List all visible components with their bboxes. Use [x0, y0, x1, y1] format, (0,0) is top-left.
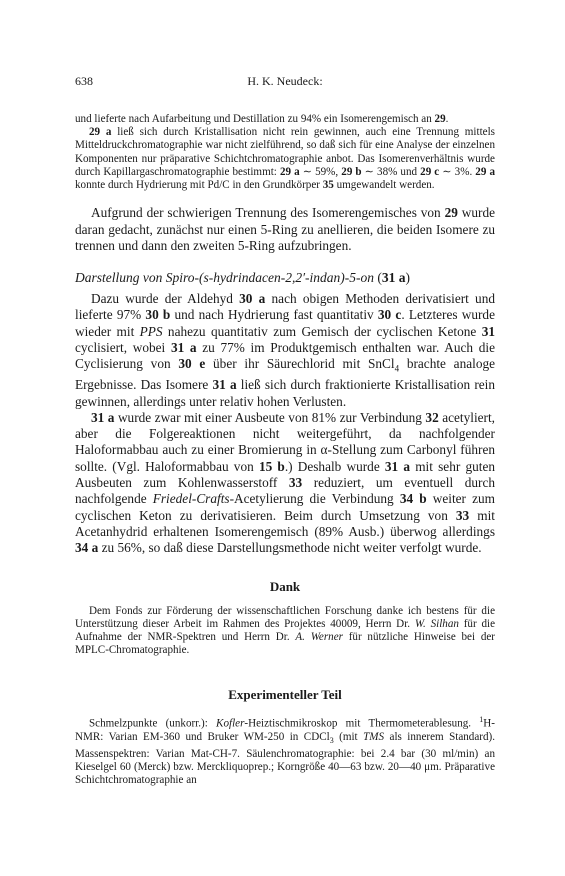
- paragraph-acknowledgements: Dem Fonds zur Förderung der wissenschaftlichen Forschung danke ich bestens für die Unterstützung dieser Arbeit im Rahmen des Projektes 40009, Herrn Dr. W. Silhan für die Aufnahme der NMR-Spektren und Herrn Dr. A. Werner für nützliche Hinweise bei der MPLC-Chromatographie.: [75, 604, 495, 657]
- paragraph-isomer-separation: 29 a ließ sich durch Kristallisation nicht rein gewinnen, auch eine Trennung mittels Mitteldruckchromatographie war nicht zielführend, so daß sich für eine Analyse der einzelnen Komponenten nur präparative Schichtchromatographie anbot. Das Isomerenverhältnis wurde durch Kapillargaschromatographie bestimmt: 29 a ∼ 59%, 29 b ∼ 38% und 29 c ∼ 3%. 29 a konnte durch Hydrierung mit Pd/C in den Grundkörper 35 umgewandelt werden.: [75, 126, 496, 192]
- paragraph-acetylation: 31 a wurde zwar mit einer Ausbeute von 81% zur Verbindung 32 acetyliert, aber die Folgereaktionen nicht weitergeführt, da nachfolgender Haloformabbau auch zu einer Bromierung in α-Stellung zum Carbonyl führen sollte. (Vgl. Haloformabbau von 15 b.) Deshalb wurde 31 a mit sehr guten Ausbeuten zum Kohlenwasserstoff 33 reduziert, um eventuell durch nachfolgende Friedel-Crafts-Acetylierung die Verbindung 34 b weiter zum cyclischen Keton zu derivatisieren. Beim durch Umsetzung von 33 mit Acetanhydrid erhaltenen Isomerengemisch (89% Ausb.) überwog allerdings 34 a zu 56%, so daß diese Darstellungsmethode nicht weiter verfolgt wurde.: [75, 409, 496, 556]
- paragraph-aldehyde: Dazu wurde der Aldehyd 30 a nach obigen Methoden derivatisiert und lieferte 97% 30 b und nach Hydrierung fast quantitativ 30 c. Letzteres wurde wieder mit PPS nahezu quantitativ zum Gemisch der cyclischen Ketone 31 cyclisiert, wobei 31 a zu 77% im Produktgemisch enthalten war. Auch die Cyclisierung von 30 e über ihr Säurechlorid mit SnCl$_4$ brachte analoge Ergebnisse. Das Isomere 31 a ließ sich durch fraktionierte Kristallisation rein gewinnen, allerdings unter relativ hohen Verlusten.: [75, 291, 496, 409]
- heading-experimental: Experimenteller Teil: [228, 687, 342, 703]
- page-body: [75, 113, 495, 787]
- heading-dank: Dank: [269, 578, 301, 594]
- running-head: H. K. Neudeck:: [247, 74, 323, 88]
- page-number: 638: [75, 74, 93, 88]
- section-title: Darstellung von Spiro-(s-hydrindacen-2,2′-indan)-5-on (31 a): [75, 270, 411, 286]
- paragraph-experimental: Schmelzpunkte (unkorr.): Kofler-Heiztischmikroskop mit Thermometerablesung. $^1$H-NMR: Varian EM-360 und Bruker WM-250 in CDCl$_3$ (mit TMS als innerem Standard). Massenspektren: Varian Mat-CH-7. Säulenchromatographie: bei 2.4 bar (30 ml/min) an Kieselgel 60 (Merck) bzw. Merckliquoprep.; Korngröße 40—63 bzw. 20—40 μm. Präparative Schichtchromatographie an: [75, 715, 495, 787]
- page-header: [75, 74, 495, 94]
- paragraph-continuation: und lieferte nach Aufarbeitung und Destillation zu 94% ein Isomerengemisch an 29.: [75, 113, 449, 125]
- paragraph-strategy: Aufgrund der schwierigen Trennung des Isomerengemisches von 29 wurde daran gedacht, zunächst nur einen 5-Ring zu anellieren, die beiden Isomere zu trennen und dann den zweiten 5-Ring aufzubringen.: [75, 205, 495, 253]
